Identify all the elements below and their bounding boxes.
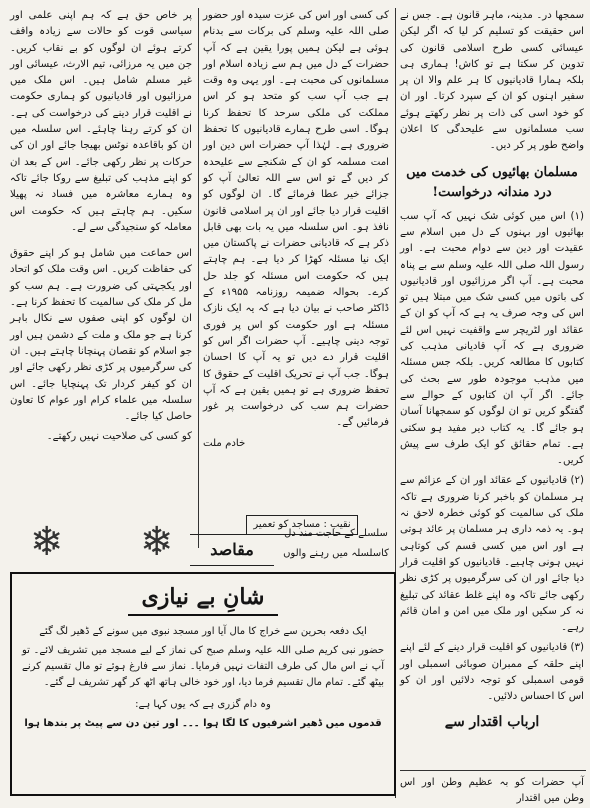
feature-title: شانِ بے نیازی: [128, 580, 278, 616]
appeal-point-3: (۳) قادیانیوں کو اقلیت قرار دینے کے لئے اپنے اپنے حلقہ کے ممبران صوبائی اسمبلی اور قومی اسمبلی کو توجہ دلائیں اور ان کو اس کا احساس دلائیں۔: [400, 642, 584, 703]
right-column: [400, 8, 584, 790]
column-divider-left: [198, 8, 199, 548]
footer-divider: [400, 770, 586, 771]
banner-line-2: کاسلسلہ میں رہنے والوں: [283, 548, 389, 559]
intro-paragraph: سمجھا در۔ مدینہ، ماہر قانون ہے۔ جس نے اس حقیقت کو تسلیم کر لیا کہ اگر لیکن عیسائی کسی طرح اسلامی قانون کی تدوین کر سکتا ہے تو کاش! ہماری ہی بلکہ ہمارا قادیانیوں کا ہر علم والا ان پر سفیر اہنوں کو ان کے سپرد کرتا۔ اور ان کو خود اسی کی ذات پر نظر رکھتے ہوئے سب مسلمانوں سے علیحدگی کا اعلان واضح طور پر کر دیں۔: [400, 10, 584, 152]
banner-line-1: سلسلے کے حاجت مند دل: [284, 528, 388, 539]
appeal-point-2: (۲) قادیانیوں کے عقائد اور ان کے عزائم سے ہر مسلمان کو باخبر کرنا ضروری ہے تاکہ ملک کی سالمیت کو کوئی خطرہ لاحق نہ ہو۔ یہ ذمہ داری ہر مسلمان پر عائد ہوتی ہے اور اس میں کسی قسم کی کوتاہی نہیں ہونی چاہیے۔ قادیانیوں کو اقلیت قرار دیا جائے اور ان کی سرگرمیوں پر کڑی نظر رکھی جائے تاکہ وہ اپنے غلط عقائد کی تبلیغ نہ کر سکیں اور ملک میں امن و امان قائم رہے۔: [400, 475, 584, 634]
boxed-label-text: نقیب : مساجد کو تعمیر: [253, 519, 351, 530]
maqasid-banner: [188, 524, 394, 570]
left-closing: کو کسی کی صلاحیت نہیں رکھتے۔: [46, 431, 192, 443]
footer-line: آپ حضرات کو بہ عظیم وطن اور اس وطن میں اقتدار: [400, 777, 584, 805]
feature-signoff: وہ دام گزری ہے کہ یوں کہا ہے:: [135, 699, 271, 710]
snowflake-icon: ❄: [140, 519, 174, 565]
left-article-text-2: اس حماعت میں شامل ہو کر اپنے حقوق کی حفاظت کریں۔ اس وقت ملک کو اتحاد اور یکجہتی کی ضرورت ہے۔ ہم سب کو مل کر ملک کی سالمیت کا تحفظ کرنا ہے۔ ان لوگوں کو اپنی صفوں سے نکال باہر کرنا ہے جو ملک و ملت کے دشمن ہیں اور جو اسلام کو نقصان پہنچانا چاہتے ہیں۔ ان کی سرگرمیوں پر کڑی نظر رکھی جائے اور ان کو کیفر کردار تک پہنچایا جائے۔ اس سلسلہ میں علماء کرام اور عوام کا تعاون حاصل کیا جائے۔: [10, 248, 192, 423]
banner-title-box: [190, 534, 274, 566]
banner-title: مقاصد: [210, 540, 254, 559]
snowflake-icon: ❄: [30, 519, 64, 565]
left-article-text: پر خاص حق ہے کہ ہم اپنی علمی اور سیاسی قوت کو حالات سے زیادہ واقف کرتے ہوئے ان لوگوں کو بے نقاب کریں۔ جن میں یہ مرزائی، تیم الارث، عیسائی اور غیر مسلم شامل ہیں۔ اس ملک میں مرزائیوں اور قادیانیوں کو ہماری حکومت نے اقلیت قرار دینے کی درخواست کی ہے۔ ان کو کرتے رہنا چاہئے۔ اس سلسلہ میں ان کو باقاعدہ نوٹس بھیجا جائے اور ان کی حرکات پر نظر رکھی جائے۔ اس کے بعد ان کو اپنے مذہب کی تبلیغ سے روکا جائے تاکہ وہ ہمارے معاشرہ میں فساد نہ پھیلا سکیں۔ ہم چاہتے ہیں کہ حکومت اس معاملہ کو سنجیدگی سے لے۔: [10, 10, 192, 233]
left-column: [10, 8, 192, 513]
feature-intro: ایک دفعہ بحرین سے خراج کا مال آیا اور مسجد نبوی میں سونے کے ڈھیر لگ گئے: [39, 626, 367, 637]
middle-article-text: کی کسی اور اس کی عزت سیدہ اور حضور صلی اللہ علیہ وسلم کی برکات سے بدنام ہوئی ہے لیکن ہمیں پورا یقین ہے کہ آپ حضرات کے دل میں ہم سے زیادہ اسلام اور مسلمانوں کی محبت ہے۔ اور یہی وہ وقت ہے جب آپ سب کو متحد ہو کر اس مملکت کی ملکی سرحد کا تحفظ کرنا ہوگا۔ اسی طرح ہمارے قادیانیوں کا تحفظ ضروری ہے۔ لہٰذا آپ حضرات اس دین اور امت مسلمہ کو ان کے شکنجے سے علیحدہ کر دیں گے تو اس سے اللہ تعالیٰ آپ کو جزائے خیر عطا فرمائے گا۔ ان لوگوں کو اقلیت قرار دیا جائے اور ان پر اسلامی قانون نافذ ہو۔ اس سلسلہ میں یہ بات بھی قابل ذکر ہے کہ قادیانی حضرات نے پاکستان میں ایک نیا مسئلہ کھڑا کر دیا ہے۔ ہم چاہتے ہیں کہ حکومت اس مسئلہ کو جلد حل کرے۔ بحوالہ ضمیمہ روزنامہ ۱۹۵۵ء کے ڈاکٹر صاحب نے بیان دیا ہے کہ یہ ایک نازک مسئلہ ہے اور حکومت کو اس پر فوری توجہ دینی چاہیے۔ آپ حضرات اگر اس کو اقلیت قرار دے دیں تو یہ آپ کا احسان ہوگا۔ جب آپ نے تحریک اقلیت کے حقوق کا تحفظ ضروری ہے تو ہمیں یقین ہے کہ آپ حضرات ہم سب کی درخواست پر غور فرمائیں گے۔: [203, 10, 389, 429]
signature-heading: ارباب اقتدار سے: [444, 713, 540, 730]
appeal-point-1: (۱) اس میں کوئی شک نہیں کہ آپ سب بھائیوں اور بہنوں کے دل میں اسلام سے عقیدت اور دین سے دوام محبت ہے۔ اور رسول اللہ صلی اللہ علیہ وسلم سے بے پناہ محبت ہے۔ آپ اگر مرزائیوں اور قادیانیوں کی باتوں میں کسی شک میں مبتلا ہیں تو اس کی وجہ صرف یہ ہے کہ آپ کو ان کے عقائد اور لٹریچر سے واقفیت نہیں اس لئے ضروری ہے کہ آپ قادیانی مذہب کی کتابوں کا مطالعہ کریں۔ بلکہ جس مسئلہ میں مذہب موجودہ طور سے بحث کی جائے۔ اگر آپ ان کتابوں کے حوالے سے گفتگو کریں تو ان لوگوں کو سمجھانا آسان ہو جائے گا۔ یہ کتاب دیر مفید ہو سکتی ہے۔ تمام حقائق کو ایک طرف سے پیش کریں۔: [400, 210, 584, 467]
feature-footnote: قدموں میں ڈھیر اشرفیوں کا لگا ہوا ۔۔۔ اور تین دن سے پیٹ پر بندھا ہوا: [24, 718, 382, 729]
feature-body: حضور نبی کریم صلی اللہ علیہ وسلم صبح کی نماز کے لیے مسجد میں تشریف لائے۔ تو آپ نے اس مال کی طرف التفات نہیں فرمایا۔ نماز سے فارغ ہوئے تو مال تقسیم کرنے بیٹھ گئے۔ تمام مال تقسیم فرما دیا، اور خود خالی ہاتھ اٹھ کر گھر تشریف لے گئے۔: [22, 645, 384, 688]
middle-column: [203, 8, 389, 576]
feature-box: [10, 572, 396, 796]
middle-closing: خادم ملت: [203, 437, 246, 449]
appeal-heading: مسلمان بھائیوں کی خدمت میں درد مندانہ درخواست!: [406, 164, 578, 200]
